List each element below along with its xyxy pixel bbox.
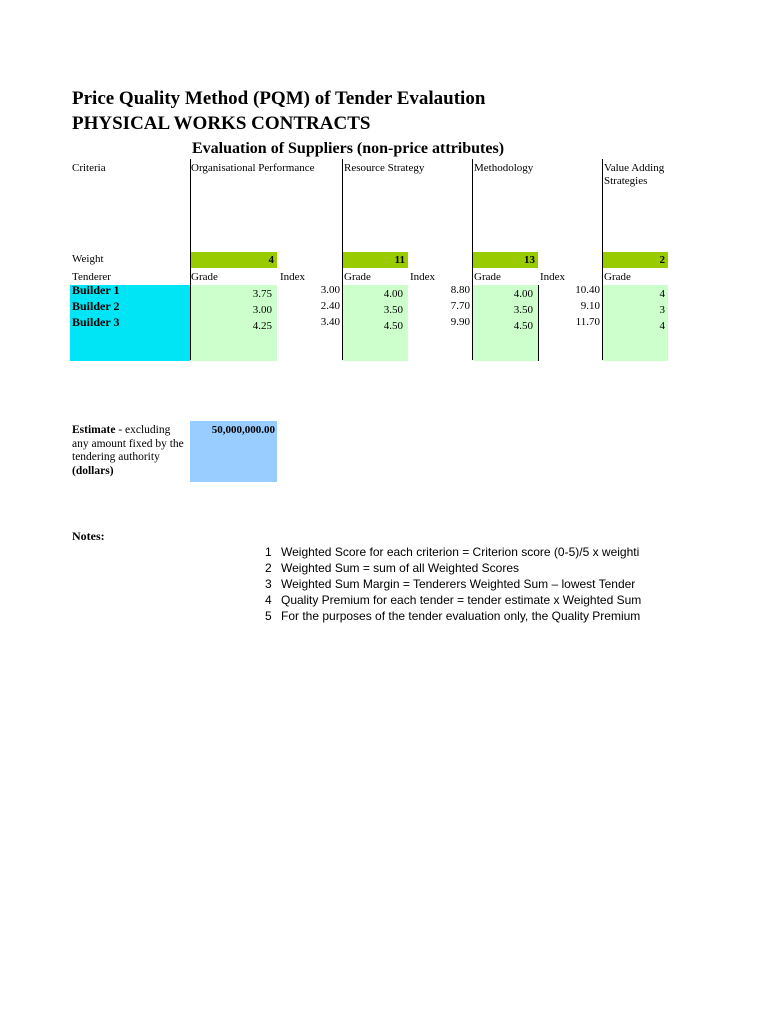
note-text: Quality Premium for each tender = tender estimate x Weighted Sum xyxy=(281,593,642,607)
note-number: 5 xyxy=(265,609,272,623)
grade-cell[interactable]: 3.00 xyxy=(252,304,272,316)
note-number: 1 xyxy=(265,545,272,559)
index-cell[interactable]: 11.70 xyxy=(575,316,600,328)
criterion-name-4: Value Adding Strategies xyxy=(604,162,665,187)
page-subtitle: PHYSICAL WORKS CONTRACTS xyxy=(72,113,371,134)
criterion-name-1: Organisational Performance xyxy=(191,162,315,174)
index-cell[interactable]: 2.40 xyxy=(320,300,340,312)
note-number: 4 xyxy=(265,593,272,607)
note-number: 2 xyxy=(265,561,272,575)
grade-header-1: Grade xyxy=(191,271,218,283)
grade-cell[interactable]: 4.50 xyxy=(513,320,533,332)
grade-cell[interactable]: 3 xyxy=(659,304,665,316)
notes-heading: Notes: xyxy=(72,529,105,543)
criterion-name-2: Resource Strategy xyxy=(344,162,425,174)
weight-value-3: 13 xyxy=(524,254,535,266)
grade-cell[interactable]: 4 xyxy=(659,320,665,332)
index-cell[interactable]: 9.10 xyxy=(580,300,600,312)
tenderer-label: Tenderer xyxy=(72,271,111,283)
index-header-2: Index xyxy=(410,271,436,283)
criteria-label: Criteria xyxy=(72,162,106,174)
tenderer-name: Builder 3 xyxy=(72,315,120,329)
note-text: Weighted Score for each criterion = Criterion score (0-5)/5 x weighti xyxy=(281,545,640,559)
index-header-3: Index xyxy=(540,271,566,283)
grade-cell[interactable]: 4.25 xyxy=(252,320,272,332)
grade-cell[interactable]: 4 xyxy=(659,288,665,300)
grade-header-2: Grade xyxy=(344,271,371,283)
index-cell[interactable]: 9.90 xyxy=(450,316,470,328)
weight-value-4: 2 xyxy=(659,254,665,266)
page-title: Price Quality Method (PQM) of Tender Evalaution xyxy=(72,88,486,109)
grade-cell[interactable]: 4.00 xyxy=(513,288,533,300)
grade-header-3: Grade xyxy=(474,271,501,283)
weight-label: Weight xyxy=(72,253,104,265)
index-cell[interactable]: 10.40 xyxy=(575,284,600,296)
note-number: 3 xyxy=(265,577,272,591)
section-title: Evaluation of Suppliers (non-price attributes) xyxy=(192,140,505,157)
index-header-1: Index xyxy=(280,271,306,283)
grade-cell[interactable]: 4.50 xyxy=(383,320,403,332)
estimate-label: Estimate - excluding any amount fixed by the tendering authority (dollars) xyxy=(72,424,184,477)
note-text: For the purposes of the tender evaluation only, the Quality Premium xyxy=(281,609,641,623)
index-cell[interactable]: 8.80 xyxy=(450,284,470,296)
grade-cell[interactable]: 3.50 xyxy=(383,304,403,316)
note-text: Weighted Sum Margin = Tenderers Weighted Sum – lowest Tender xyxy=(281,577,636,591)
grade-cell[interactable]: 4.00 xyxy=(383,288,403,300)
grade-cell[interactable]: 3.75 xyxy=(252,288,272,300)
weight-value-1: 4 xyxy=(268,254,274,266)
note-text: Weighted Sum = sum of all Weighted Scores xyxy=(281,561,520,575)
tenderer-name: Builder 1 xyxy=(72,283,120,297)
grade-header-4: Grade xyxy=(604,271,631,283)
estimate-value: 50,000,000.00 xyxy=(211,424,275,436)
index-cell[interactable]: 7.70 xyxy=(450,300,470,312)
index-cell[interactable]: 3.40 xyxy=(320,316,340,328)
criterion-name-3: Methodology xyxy=(474,162,534,174)
index-cell[interactable]: 3.00 xyxy=(320,284,340,296)
grade-cell[interactable]: 3.50 xyxy=(513,304,533,316)
weight-value-2: 11 xyxy=(394,254,405,266)
tenderer-name: Builder 2 xyxy=(72,299,120,313)
